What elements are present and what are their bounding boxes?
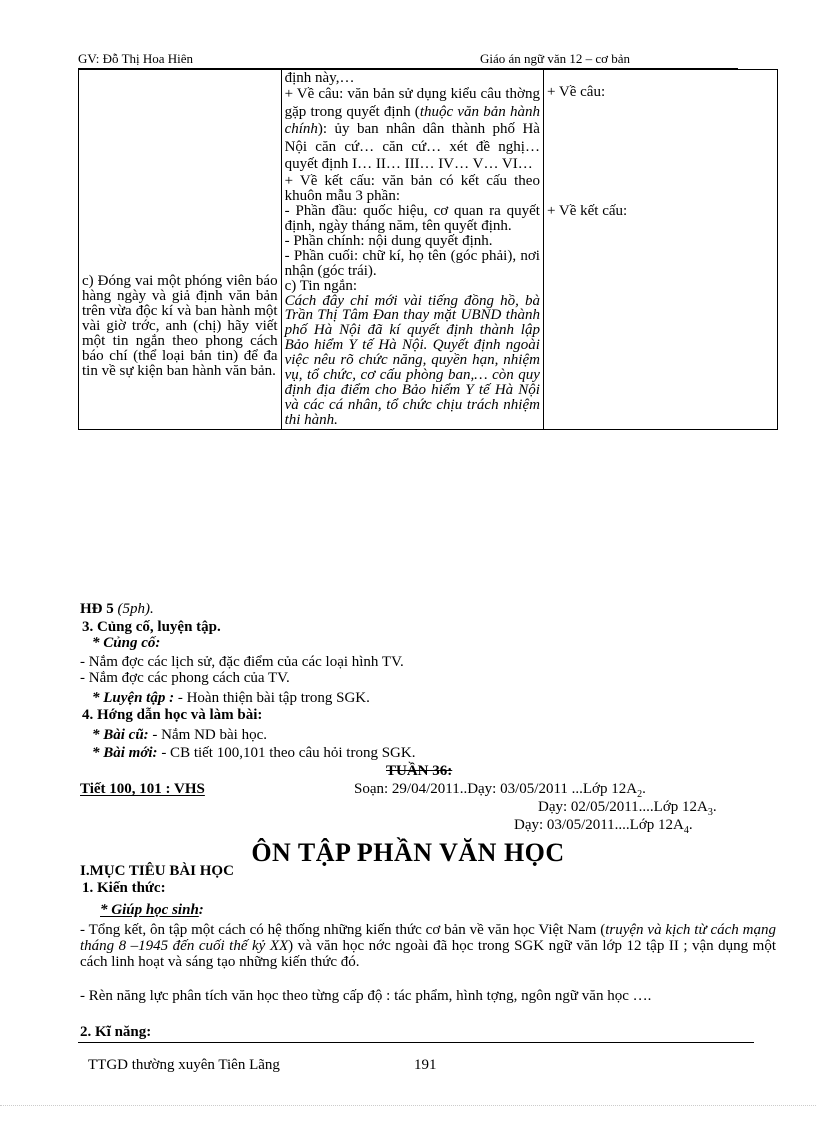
- content-phan-cuoi: - Phần cuối: chữ kí, họ tên (góc phải), nơi nhận (góc trái).: [284, 247, 540, 279]
- tiet-title: Tiết 100, 101 : VHS: [80, 781, 205, 797]
- day-line-3: Dạy: 03/05/2011....Lớp $12A_4$.: [514, 817, 693, 836]
- table-col-content: [281, 70, 543, 430]
- footer-rule: [78, 1042, 754, 1043]
- tuan: TUẦN 36:: [386, 763, 453, 779]
- section-3: 3. Củng cố, luyện tập.: [82, 619, 221, 635]
- hd5: HĐ 5 (5ph).: [80, 601, 154, 617]
- kien-thuc: 1. Kiến thức:: [82, 880, 166, 896]
- cung-co-1: - Nắm đợc các lịch sử, đặc điểm của các loại hình TV.: [80, 654, 404, 670]
- lesson-title: ÔN TẬP PHẦN VĂN HỌC: [251, 838, 565, 867]
- content-phan-dau: - Phần đầu: quốc hiệu, cơ quan ra quyết định, ngày tháng năm, tên quyết định.: [284, 202, 540, 234]
- bai-cu: * Bài cũ: - Nắm ND bài học.: [92, 727, 267, 743]
- content-cau: + Về câu: văn bản sử dụng kiểu câu thờng gặp trong quyết định (thuộc văn bản hành chính): ủy ban nhân dân thành phố Hà Nội căn cứ… căn cứ… xét đề nghị… quyết định I… II… III… IV… V… VI…: [284, 86, 540, 172]
- task-text: c) Đóng vai một phóng viên báo hàng ngày và giả định văn bản trên vừa độc kí và ban hành một vài giờ trớc, anh (chị) hãy viết một tin ngắn theo phong cách báo chí (thể loại bản tin) để đa tin về sự kiện ban hành văn bản.: [82, 273, 278, 379]
- muc-tieu: I.MỤC TIÊU BÀI HỌC: [80, 863, 234, 879]
- objective-paragraph-2: - Rèn năng lực phân tích văn học theo từng cấp độ : tác phẩm, hình tợng, ngôn ngữ văn học ….: [80, 988, 652, 1004]
- bai-moi: * Bài mới: - CB tiết 100,101 theo câu hỏi trong SGK.: [92, 745, 416, 761]
- content-phan-chinh: - Phần chính: nội dung quyết định.: [284, 232, 493, 249]
- objective-paragraph-1: - Tổng kết, ôn tập một cách có hệ thống những kiến thức cơ bản về văn học Việt Nam (truyện và kịch từ cách mạng tháng 8 –1945 đến cuối thế kỷ XX) và văn học nớc ngoài đã học trong SGK ngữ văn lớp 12 tập II ; vận dụng một cách linh hoạt và sáng tạo những kiến thức đó.: [80, 922, 776, 970]
- content-ketcau: + Về kết cấu: văn bản có kết cấu theo khuôn mẫu 3 phần:: [284, 172, 540, 204]
- page-number: 191: [414, 1057, 437, 1073]
- table-col-notes: [543, 70, 777, 430]
- content-tin-ngan: Cách đây chỉ mới vài tiếng đồng hồ, bà Trần Thị Tâm Đan thay mặt UBND thành phố Hà Nội đã kí quyết định thành lập Bảo hiểm Y tế Hà Nội. Quyết định ngoài việc nêu rõ chức năng, quyền hạn, nhiệm vụ, tổ chức, cơ cấu phòng ban,… còn quy định địa điểm cho Bảo hiểm Y tế Hà Nội và các cá nhân, tổ chức chịu trách nhiệm thi hành.: [284, 292, 540, 428]
- note-cau: + Về câu:: [546, 84, 606, 100]
- cung-co-2: - Nắm đợc các phong cách của TV.: [80, 670, 290, 686]
- section-4: 4. Hớng dẫn học và làm bài:: [82, 707, 263, 723]
- page-header: [78, 50, 738, 68]
- soan-line: Soạn: 29/04/2011..Dạy: 03/05/2011 ...Lớp $12A_2$.: [354, 781, 646, 800]
- header-subject: Giáo án ngữ văn 12 – cơ bản: [480, 51, 631, 66]
- luyen-tap: * Luyện tập : - Hoàn thiện bài tập trong SGK.: [92, 690, 370, 706]
- page-edge: [0, 1105, 816, 1106]
- header-teacher: GV: Đỗ Thị Hoa Hiên: [78, 51, 194, 66]
- footer-center: TTGD thường xuyên Tiên Lãng: [88, 1057, 280, 1073]
- lesson-table: [78, 69, 778, 430]
- ki-nang: 2. Kĩ năng:: [80, 1024, 152, 1040]
- content-tin-ngan-label: c) Tin ngắn:: [284, 277, 358, 294]
- content-line: định này,…: [284, 70, 355, 86]
- note-ketcau: + Về kết cấu:: [546, 203, 628, 219]
- giup-hoc-sinh: * Giúp học sinh:: [100, 902, 204, 918]
- table-col-task: [79, 70, 282, 430]
- day-line-2: Dạy: 02/05/2011....Lớp $12A_3$.: [538, 799, 717, 818]
- cung-co: * Củng cố:: [92, 635, 161, 651]
